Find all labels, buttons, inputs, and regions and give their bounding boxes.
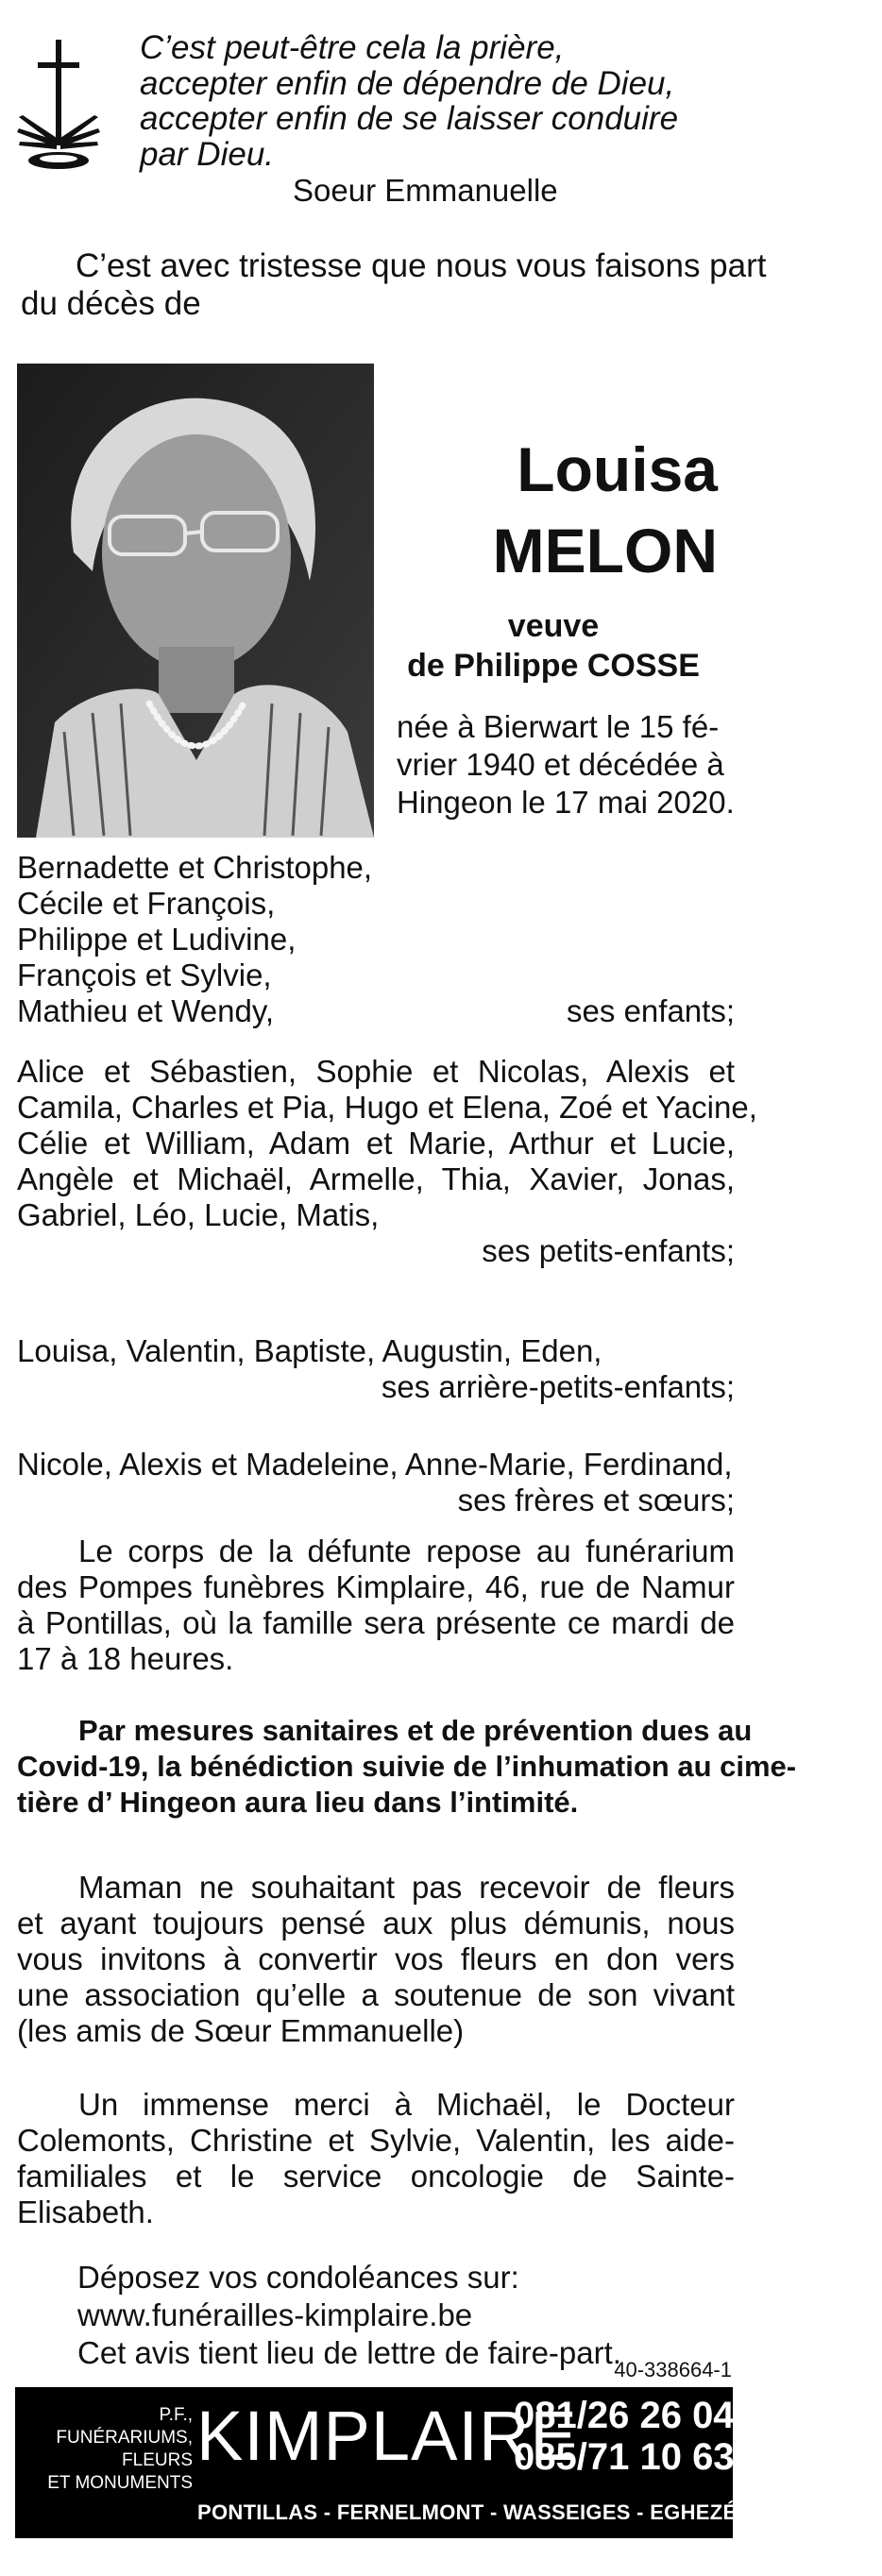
grandchildren-relation: ses petits-enfants; (482, 1233, 735, 1268)
child-name: Cécile et François, (17, 886, 276, 921)
widow-line: de Philippe COSSE (407, 648, 700, 684)
flowers-line: Maman ne souhaitant pas recevoir de fleurs (78, 1870, 735, 1905)
thanks-line: Un immense merci à Michaël, le Docteur (78, 2087, 735, 2122)
birth-line: vrier 1940 et décédée à (397, 747, 724, 782)
phone-numbers (514, 2395, 733, 2478)
flowers-line: (les amis de Sœur Emmanuelle) (17, 2013, 465, 2048)
widow-of (406, 606, 701, 686)
widow-line: veuve (507, 608, 600, 644)
children-last-row (17, 993, 735, 1029)
quote-author: Soeur Emmanuelle (293, 173, 558, 208)
children-relation: ses enfants; (567, 993, 735, 1028)
faire-part-note: Cet avis tient lieu de lettre de faire-part. (77, 2335, 621, 2370)
intro-line: C’est avec tristesse que nous vous faisons part (76, 247, 767, 284)
cross-emblem-icon (15, 40, 104, 183)
flowers-line: une association qu’elle a soutenue de son vivant (17, 1977, 735, 2012)
quote-line: accepter enfin de se laisser conduire (140, 100, 679, 137)
grandchildren-line: Camila, Charles et Pia, Hugo et Elena, Zoé et Yacine, (17, 1090, 757, 1125)
grandchildren-line: Alice et Sébastien, Sophie et Nicolas, Alexis et (17, 1054, 735, 1089)
deceased-first-name: Louisa (517, 434, 718, 504)
birth-death-details (397, 708, 735, 822)
funerarium-line: à Pontillas, où la famille sera présente ce mardi de (17, 1605, 735, 1640)
covid-line: tière d’ Hingeon aura lieu dans l’intimité. (17, 1786, 579, 1819)
service-line: P.F., (159, 2405, 193, 2425)
quote-line: par Dieu. (140, 135, 275, 173)
flowers-paragraph (17, 1870, 735, 2049)
flowers-line: vous invitons à convertir vos fleurs en don vers (17, 1941, 735, 1976)
birth-line: née à Bierwart le 15 fé- (397, 709, 720, 744)
grandchildren-line: Célie et William, Adam et Marie, Arthur et Lucie, (17, 1126, 735, 1161)
phone-number: 081/26 26 04 (514, 2395, 735, 2436)
grandchildren-line: Gabriel, Léo, Lucie, Matis, (17, 1197, 380, 1232)
birth-line: Hingeon le 17 mai 2020. (397, 785, 735, 820)
funerarium-line: des Pompes funèbres Kimplaire, 46, rue de Namur (17, 1569, 735, 1604)
announcement-intro (21, 247, 767, 323)
great-grandchildren-relation: ses arrière-petits-enfants; (381, 1369, 735, 1404)
quote-line: C’est peut-être cela la prière, (140, 29, 565, 66)
child-name: Mathieu et Wendy, (17, 993, 275, 1028)
thanks-paragraph (17, 2087, 735, 2230)
services-list (23, 2404, 193, 2495)
covid-line: Par mesures sanitaires et de prévention dues au (78, 1714, 753, 1747)
thanks-line: familiales et le service oncologie de Sainte- (17, 2159, 735, 2194)
locations-list: PONTILLAS - FERNELMONT - WASSEIGES - EGHEZÉE - BURDINNE (197, 2500, 882, 2524)
siblings-line: Nicole, Alexis et Madeleine, Anne-Marie, Ferdinand, (17, 1447, 733, 1482)
siblings-section (17, 1447, 735, 1518)
flowers-line: et ayant toujours pensé aux plus démunis, nous (17, 1906, 735, 1940)
funerarium-paragraph (17, 1534, 735, 1677)
siblings-relation: ses frères et sœurs; (457, 1483, 735, 1517)
child-name: François et Sylvie, (17, 958, 272, 992)
funeral-home-banner (15, 2387, 882, 2538)
deceased-portrait-photo (17, 364, 374, 838)
service-line: FLEURS (122, 2450, 193, 2470)
condolences-url-link[interactable]: www.funérailles-kimplaire.be (77, 2297, 473, 2332)
thanks-line: Colemonts, Christine et Sylvie, Valentin, les aide- (17, 2123, 735, 2158)
intro-line: du décès de (21, 285, 201, 322)
funeral-home-brand: KIMPLAIRE (196, 2397, 578, 2475)
deceased-last-name: MELON (492, 516, 718, 585)
funerarium-line: 17 à 18 heures. (17, 1641, 234, 1676)
child-name: Philippe et Ludivine, (17, 922, 297, 957)
service-line: ET MONUMENTS (47, 2473, 193, 2493)
great-grandchildren-line: Louisa, Valentin, Baptiste, Augustin, Eden, (17, 1333, 602, 1368)
child-name: Bernadette et Christophe, (17, 850, 373, 885)
covid-line: Covid-19, la bénédiction suivie de l’inhumation au cime- (17, 1750, 797, 1783)
condolences-text: Déposez vos condoléances sur: (77, 2260, 519, 2295)
thanks-line: Elisabeth. (17, 2195, 154, 2229)
grandchildren-line: Angèle et Michaël, Armelle, Thia, Xavier, Jonas, (17, 1161, 735, 1196)
covid-notice (17, 1713, 797, 1821)
funerarium-line: Le corps de la défunte repose au funérarium (78, 1534, 735, 1568)
opening-quote (140, 30, 725, 172)
service-line: FUNÉRARIUMS, (56, 2428, 193, 2448)
grandchildren-section (17, 1054, 757, 1269)
great-grandchildren-section (17, 1333, 735, 1405)
reference-number: 40-338664-1 (614, 2358, 732, 2381)
phone-number: 085/71 10 63 (514, 2436, 735, 2478)
condolences-block (77, 2259, 729, 2372)
children-section (17, 850, 735, 1029)
quote-line: accepter enfin de dépendre de Dieu, (140, 64, 675, 102)
